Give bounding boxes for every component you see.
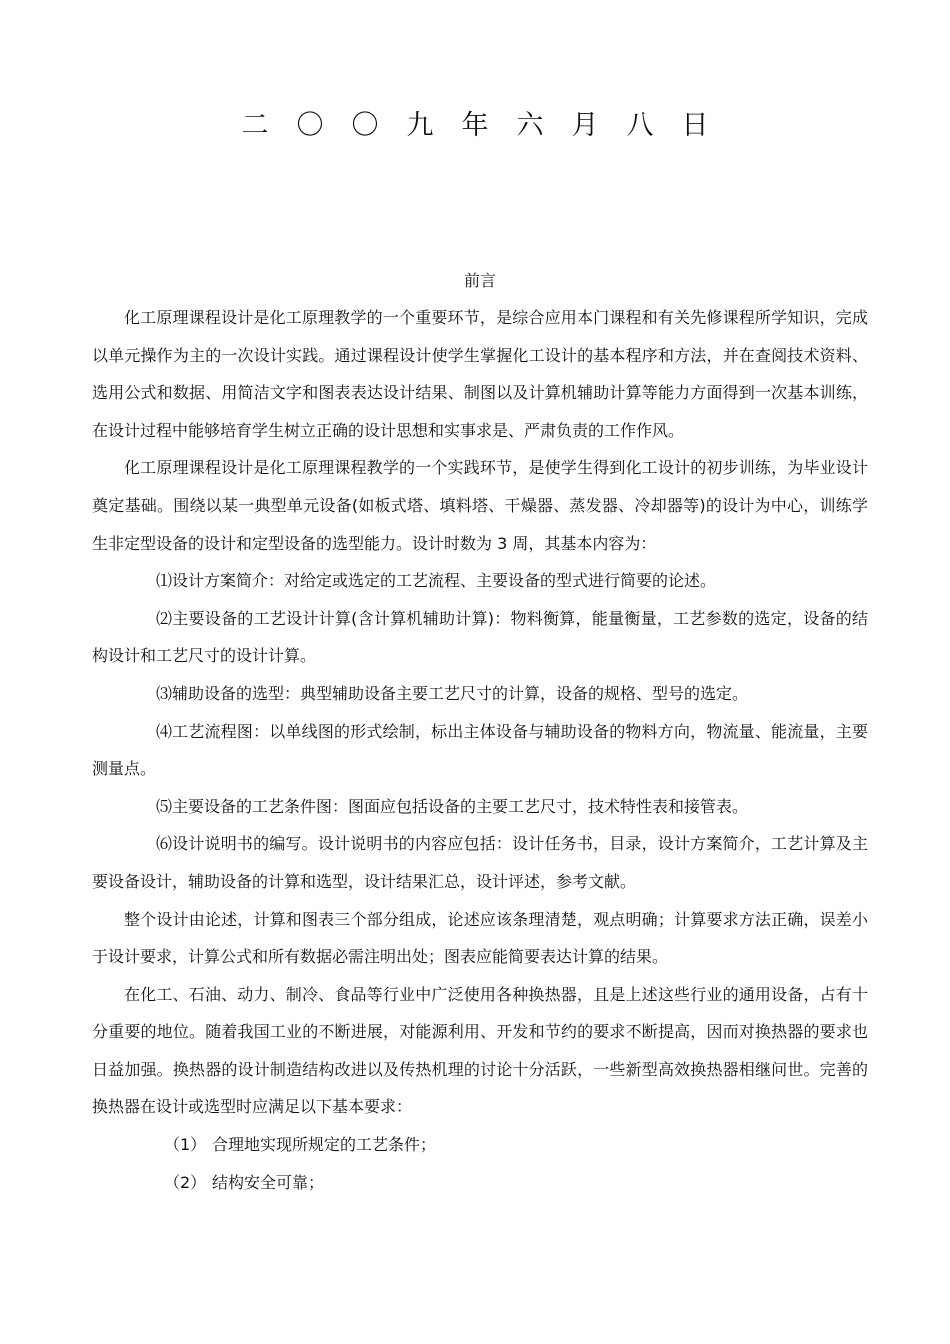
content-item: ⑴设计方案简介：对给定或选定的工艺流程、主要设备的型式进行简要的论述。 (156, 571, 717, 591)
preface-paragraph: 化工原理课程设计是化工原理课程教学的一个实践环节，是使学生得到化工设计的初步训练，为毕业设计奠定基础。围绕以某一典型单元设备(如板式塔、填料塔、干燥器、蒸发器、冷却器等)的设计为中心，训练学生非定型设备的设计和定型设备的选型能力。设计时数为 3 周，其基本内容为： (92, 458, 868, 553)
preface-heading: 前言 (463, 271, 496, 290)
preface-section (92, 262, 868, 1201)
content-item: ⑶辅助设备的选型：典型辅助设备主要工艺尺寸的计算，设备的规格、型号的选定。 (156, 683, 749, 703)
requirement-item (92, 1126, 868, 1164)
requirement-text: 合理地实现所规定的工艺条件； (212, 1135, 437, 1155)
requirement-text: 结构安全可靠； (212, 1172, 325, 1192)
preface-paragraph: 在化工、石油、动力、制冷、食品等行业中广泛使用各种换热器，且是上述这些行业的通用设备，占有十分重要的地位。随着我国工业的不断进展，对能源利用、开发和节约的要求不断提高，因而对换热器的要求也日益加强。换热器的设计制造结构改进以及传热机理的讨论十分活跃，一些新型高效换热器相继问世。完善的换热器在设计或选型时应满足以下基本要求： (92, 984, 868, 1117)
requirement-number: （2） (164, 1172, 207, 1192)
preface-paragraph: 整个设计由论述，计算和图表三个部分组成，论述应该条理清楚，观点明确；计算要求方法正确，误差小于设计要求，计算公式和所有数据必需注明出处；图表应能简要表达计算的结果。 (92, 909, 868, 967)
preface-paragraph: 化工原理课程设计是化工原理教学的一个重要环节，是综合应用本门课程和有关先修课程所学知识，完成以单元操作为主的一次设计实践。通过课程设计使学生掌握化工设计的基本程序和方法，并在查阅技术资料、选用公式和数据、用简洁文字和图表表达设计结果、制图以及计算机辅助计算等能力方面得到一次基本训练，在设计过程中能够培育学生树立正确的设计思想和实事求是、严肃负责的工作作风。 (92, 308, 868, 440)
requirement-number: （1） (164, 1135, 207, 1155)
content-item: ⑸主要设备的工艺条件图：图面应包括设备的主要工艺尺寸，技术特性表和接管表。 (156, 796, 749, 816)
content-item: ⑹设计说明书的编写。设计说明书的内容应包括：设计任务书，目录，设计方案简介，工艺计算及主要设备设计，辅助设备的计算和选型，设计结果汇总，设计评述，参考文献。 (92, 834, 868, 891)
content-item: ⑵主要设备的工艺设计计算(含计算机辅助计算)：物料衡算，能量衡量，工艺参数的选定，设备的结构设计和工艺尺寸的设计计算。 (92, 608, 868, 666)
content-item: ⑷工艺流程图：以单线图的形式绘制，标出主体设备与辅助设备的物料方向，物流量、能流量，主要测量点。 (92, 721, 868, 779)
requirement-item (92, 1164, 868, 1202)
date-title: 二〇〇九年六月八日 (241, 110, 737, 141)
